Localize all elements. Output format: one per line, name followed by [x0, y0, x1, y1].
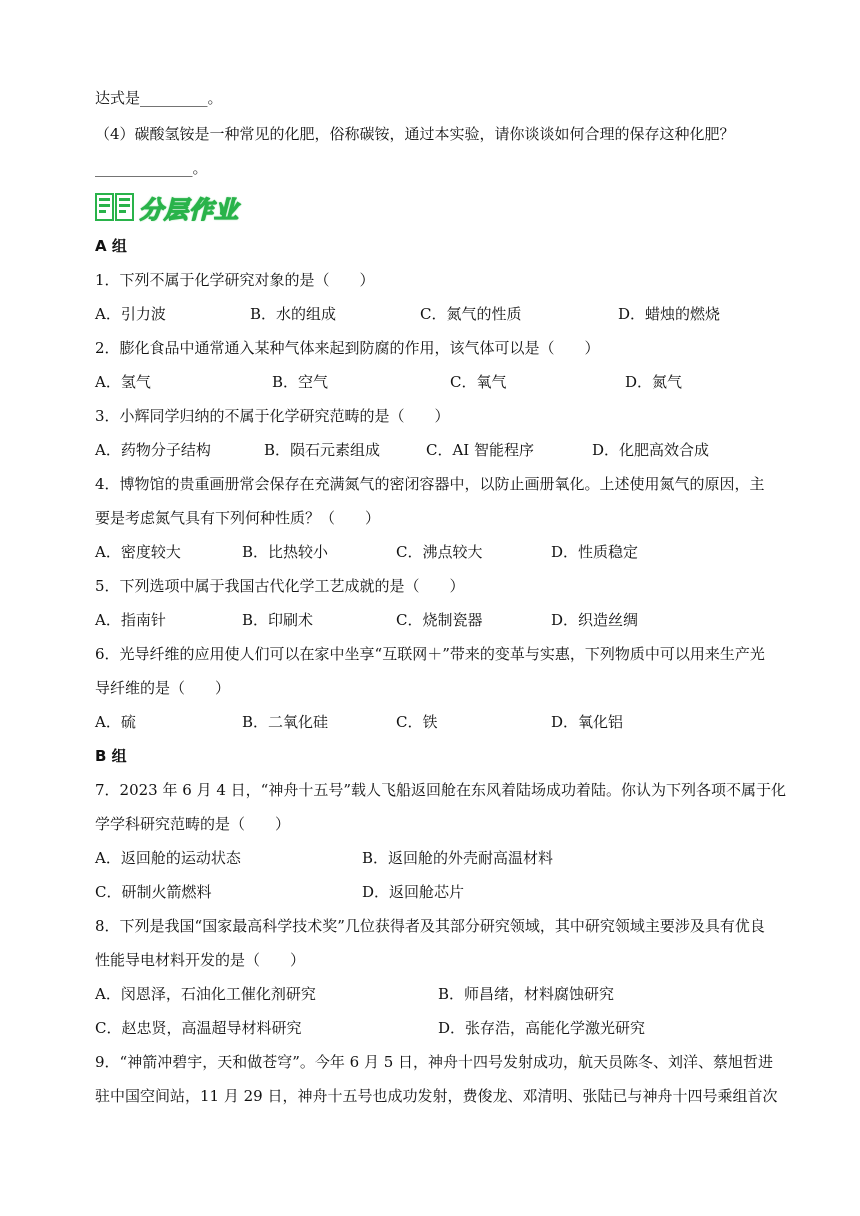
question-4-option-d: D．性质稳定	[551, 543, 639, 561]
question-6-stem-line1: 6．光导纤维的应用使人们可以在家中坐享“互联网＋”带来的变革与实惠，下列物质中可以用来生产光	[95, 645, 765, 663]
question-8-option-d: D．张存浩，高能化学激光研究	[438, 1019, 646, 1037]
question-7-option-c: C．研制火箭燃料	[95, 883, 212, 901]
question-3-option-b: B．陨石元素组成	[264, 441, 381, 459]
question-8-option-b: B．师昌绪，材料腐蚀研究	[438, 985, 615, 1003]
question-6-option-c: C．铁	[396, 713, 438, 731]
question-4-option-a: A．密度较大	[95, 543, 181, 561]
question-1-option-b: B．水的组成	[250, 305, 337, 323]
question-3-option-d: D．化肥高效合成	[592, 441, 710, 459]
question-8-option-c: C．赵忠贤，高温超导材料研究	[95, 1019, 302, 1037]
question-8-stem-line2: 性能导电材料开发的是（ ）	[95, 951, 306, 969]
question-7-option-b: B．返回舱的外壳耐高温材料	[362, 849, 554, 867]
question-5-option-c: C．烧制瓷器	[396, 611, 483, 629]
question-9-stem-line1: 9．“神箭冲碧宇，天和做苍穹”。今年 6 月 5 日，神舟十四号发射成功，航天员陈冬、刘洋、蔡旭哲进	[95, 1053, 774, 1071]
section-banner	[95, 190, 239, 224]
question-1-option-d: D．蜡烛的燃烧	[618, 305, 721, 323]
q4-stem-line2: _____________。	[95, 159, 208, 177]
question-5-option-d: D．织造丝绸	[551, 611, 639, 629]
question-1-option-c: C．氮气的性质	[420, 305, 522, 323]
question-3-option-c: C．AI 智能程序	[426, 441, 535, 459]
question-4-option-c: C．沸点较大	[396, 543, 483, 561]
question-6-option-d: D．氧化铝	[551, 713, 624, 731]
notebook-icon	[95, 193, 135, 221]
group-a-heading: A 组	[95, 237, 127, 255]
group-b-heading: B 组	[95, 747, 127, 765]
question-7-stem-line1: 7．2023 年 6 月 4 日，“神舟十五号”载人飞船返回舱在东风着陆场成功着陆。你认为下列各项不属于化	[95, 781, 786, 799]
question-3-option-a: A．药物分子结构	[95, 441, 211, 459]
question-8-option-a: A．闵恩泽，石油化工催化剂研究	[95, 985, 316, 1003]
question-6-option-b: B．二氧化硅	[242, 713, 329, 731]
question-8-stem-line1: 8．下列是我国“国家最高科学技术奖”几位获得者及其部分研究领域，其中研究领域主要涉及具有优良	[95, 917, 765, 935]
q3-continuation: 达式是_________。	[95, 89, 223, 107]
question-5-option-b: B．印刷术	[242, 611, 314, 629]
question-6-option-a: A．硫	[95, 713, 136, 731]
banner-title: 分层作业	[139, 195, 239, 224]
question-7-stem-line2: 学学科研究范畴的是（ ）	[95, 815, 291, 833]
question-4-stem-line2: 要是考虑氮气具有下列何种性质？（ ）	[95, 509, 381, 527]
question-7-option-d: D．返回舱芯片	[362, 883, 465, 901]
question-2-option-d: D．氮气	[625, 373, 683, 391]
question-5-option-a: A．指南针	[95, 611, 166, 629]
question-9-stem-line2: 驻中国空间站，11 月 29 日，神舟十五号也成功发射，费俊龙、邓清明、张陆已与神舟十四号乘组首次	[95, 1087, 778, 1105]
question-2-stem: 2．膨化食品中通常通入某种气体来起到防腐的作用，该气体可以是（ ）	[95, 339, 600, 357]
question-1-option-a: A．引力波	[95, 305, 166, 323]
question-5-stem: 5．下列选项中属于我国古代化学工艺成就的是（ ）	[95, 577, 465, 595]
question-2-option-a: A．氢气	[95, 373, 151, 391]
question-2-option-b: B．空气	[272, 373, 329, 391]
question-2-option-c: C．氧气	[450, 373, 507, 391]
question-1-stem: 1．下列不属于化学研究对象的是（ ）	[95, 271, 375, 289]
question-4-option-b: B．比热较小	[242, 543, 329, 561]
question-7-option-a: A．返回舱的运动状态	[95, 849, 241, 867]
question-4-stem-line1: 4．博物馆的贵重画册常会保存在充满氮气的密闭容器中，以防止画册氧化。上述使用氮气的原因，主	[95, 475, 765, 493]
question-6-stem-line2: 导纤维的是（ ）	[95, 679, 231, 697]
q4-stem-line1: （4）碳酸氢铵是一种常见的化肥，俗称碳铵，通过本实验，请你谈谈如何合理的保存这种化肥？	[95, 125, 735, 143]
question-3-stem: 3．小辉同学归纳的不属于化学研究范畴的是（ ）	[95, 407, 450, 425]
